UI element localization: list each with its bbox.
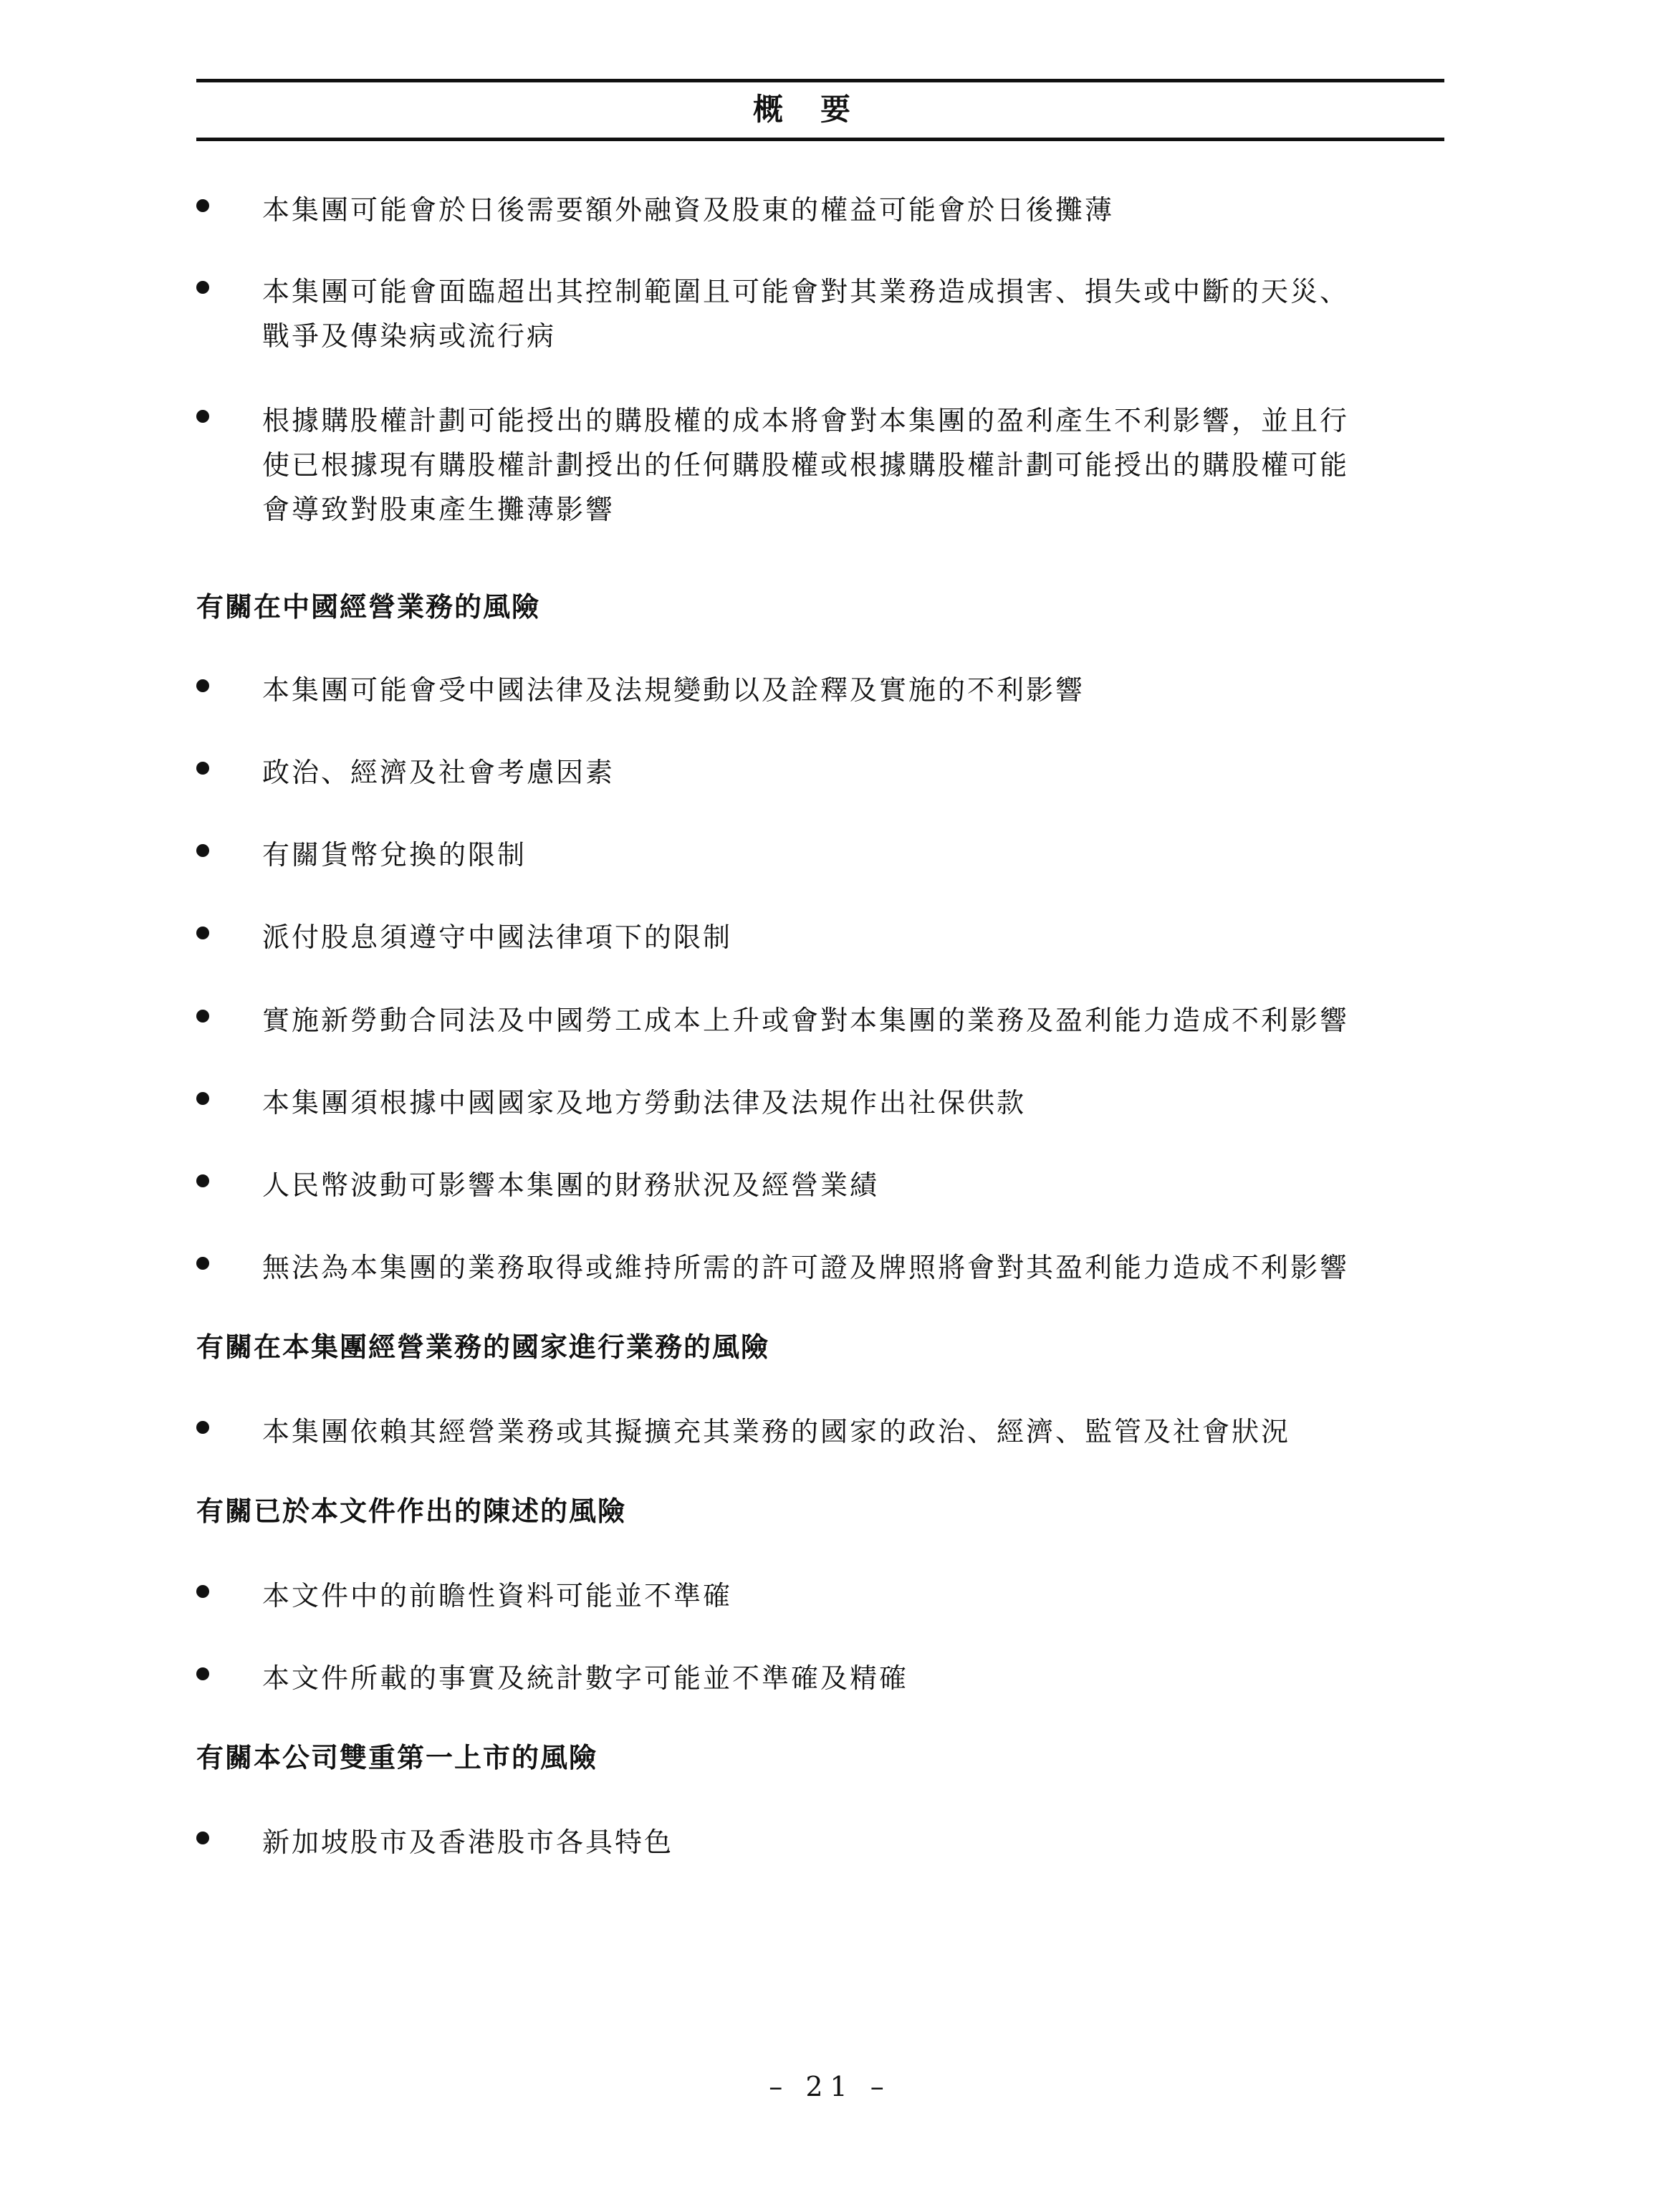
bullet-icon bbox=[196, 1092, 209, 1105]
bullet-icon bbox=[196, 199, 209, 212]
list-item-text: 無法為本集團的業務取得或維持所需的許可證及牌照將會對其盈利能力造成不利影響 bbox=[262, 1252, 1350, 1283]
bullet-icon bbox=[196, 1667, 209, 1680]
list-item-text: 本集團須根據中國國家及地方勞動法律及法規作出社保供款 bbox=[262, 1087, 1027, 1119]
bullet-icon bbox=[196, 844, 209, 857]
section-heading: 有關在中國經營業務的風險 bbox=[196, 590, 541, 623]
bullet-icon bbox=[196, 1585, 209, 1598]
list-item-text: 本集團可能會面臨超出其控制範圍且可能會對其業務造成損害、損失或中斷的天災、 戰爭及傳染病或流行病 bbox=[262, 276, 1350, 352]
bullet-icon bbox=[196, 1010, 209, 1023]
list-item-text: 新加坡股市及香港股市各具特色 bbox=[262, 1826, 674, 1858]
bullet-icon bbox=[196, 762, 209, 775]
list-item-text: 根據購股權計劃可能授出的購股權的成本將會對本集團的盈利產生不利影響，並且行 使已根據現有購股權計劃授出的任何購股權或根據購股權計劃可能授出的購股權可能 會導致對股東產生攤薄影響 bbox=[262, 405, 1350, 525]
page-number: – 21 – bbox=[769, 2071, 891, 2102]
header-rule-bottom bbox=[196, 138, 1444, 141]
bullet-icon bbox=[196, 1832, 209, 1844]
bullet-icon bbox=[196, 1421, 209, 1434]
page-title: 概要 bbox=[752, 92, 888, 127]
section-heading: 有關在本集團經營業務的國家進行業務的風險 bbox=[196, 1331, 770, 1363]
list-item-text: 本集團可能會於日後需要額外融資及股東的權益可能會於日後攤薄 bbox=[262, 194, 1115, 226]
list-item-text: 本集團可能會受中國法律及法規變動以及詮釋及實施的不利影響 bbox=[262, 674, 1085, 706]
bullet-icon bbox=[196, 927, 209, 939]
bullet-icon bbox=[196, 1174, 209, 1187]
list-item-text: 實施新勞動合同法及中國勞工成本上升或會對本集團的業務及盈利能力造成不利影響 bbox=[262, 1005, 1350, 1036]
header-rule-top bbox=[196, 79, 1444, 82]
list-item-text: 有關貨幣兌換的限制 bbox=[262, 839, 527, 871]
bullet-icon bbox=[196, 679, 209, 692]
list-item-text: 人民幣波動可影響本集團的財務狀況及經營業績 bbox=[262, 1169, 880, 1201]
bullet-icon bbox=[196, 1257, 209, 1270]
section-heading: 有關本公司雙重第一上市的風險 bbox=[196, 1741, 598, 1773]
list-item-text: 派付股息須遵守中國法律項下的限制 bbox=[262, 921, 733, 953]
bullet-icon bbox=[196, 281, 209, 294]
list-item-text: 本集團依賴其經營業務或其擬擴充其業務的國家的政治、經濟、監管及社會狀況 bbox=[262, 1416, 1291, 1447]
list-item-text: 本文件中的前瞻性資料可能並不準確 bbox=[262, 1580, 733, 1612]
bullet-icon bbox=[196, 410, 209, 423]
section-heading: 有關已於本文件作出的陳述的風險 bbox=[196, 1495, 627, 1527]
list-item-text: 政治、經濟及社會考慮因素 bbox=[262, 757, 615, 788]
list-item-text: 本文件所載的事實及統計數字可能並不準確及精確 bbox=[262, 1662, 909, 1694]
